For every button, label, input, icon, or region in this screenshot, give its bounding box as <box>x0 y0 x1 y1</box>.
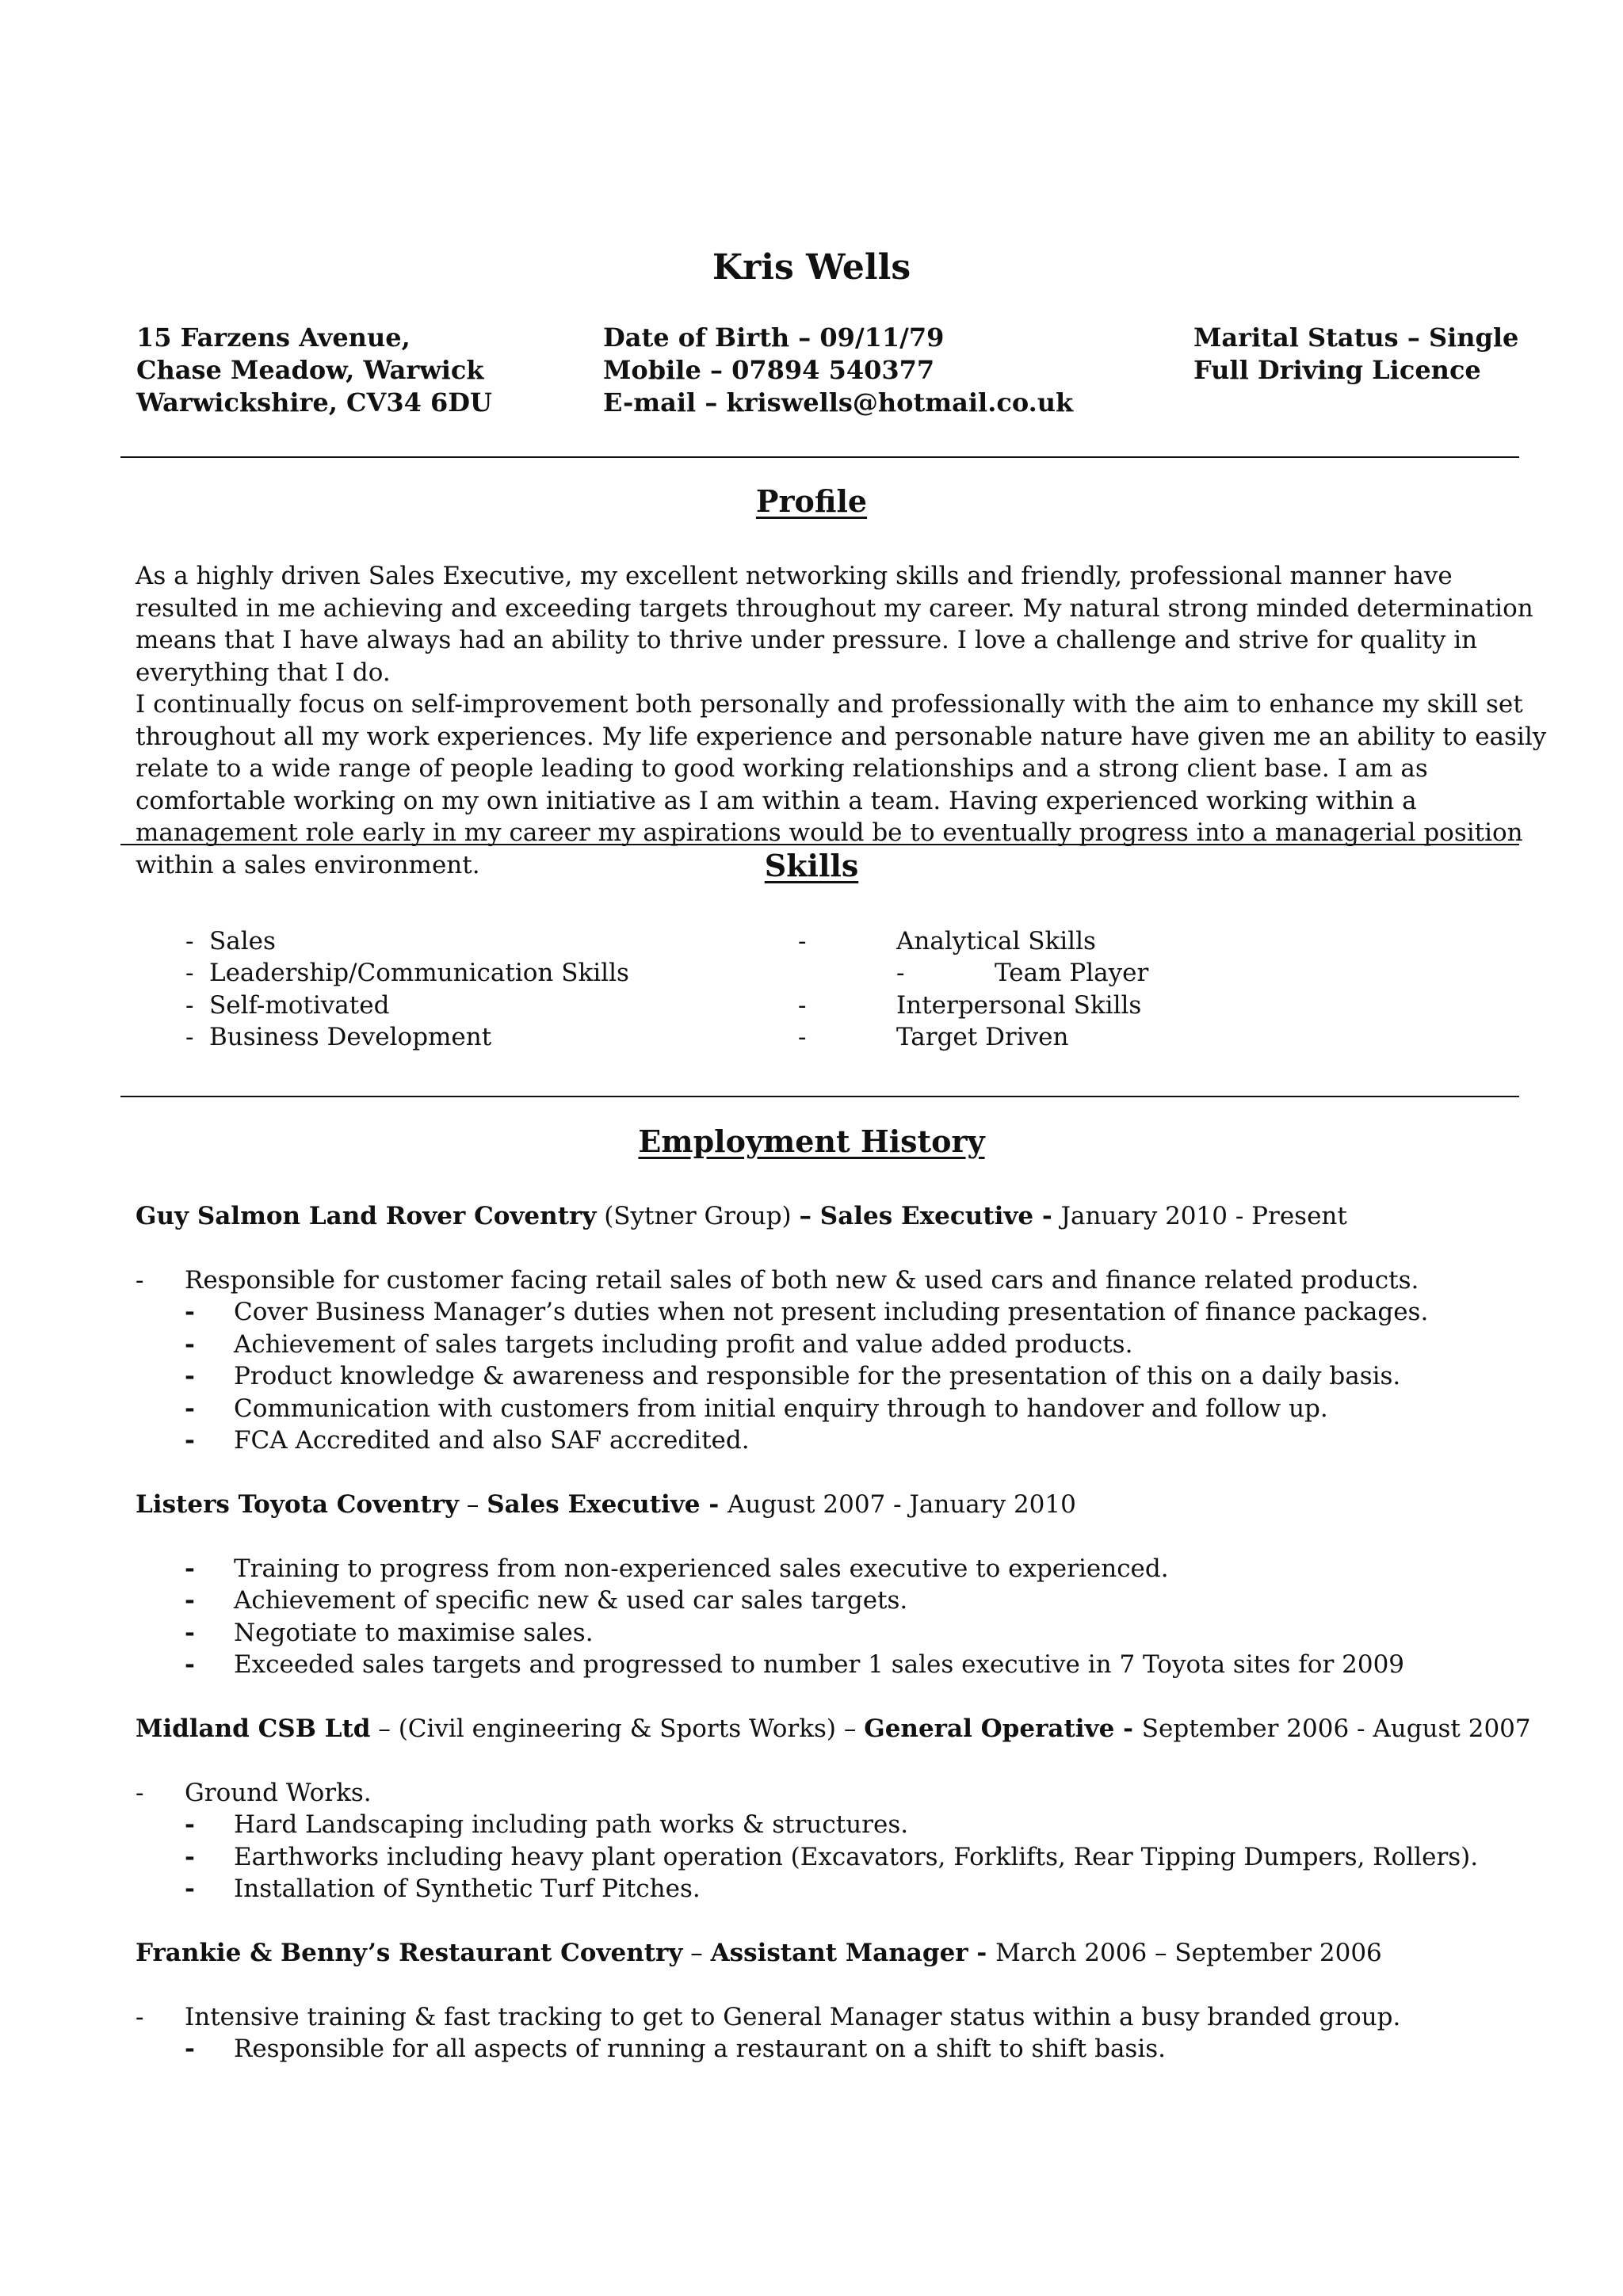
company-note: – <box>459 1490 487 1519</box>
duty-bullet: - <box>185 1586 195 1615</box>
skill-item: Self-motivated <box>209 991 390 1020</box>
profile-text <box>136 560 1562 881</box>
address-line: 15 Farzens Avenue, <box>136 322 411 353</box>
duty-bullet: - <box>136 2003 144 2031</box>
duty-item: Cover Business Manager’s duties when not present including presentation of finance packages. <box>234 1298 1429 1326</box>
duty-item: Earthworks including heavy plant operation (Excavators, Forklifts, Rear Tipping Dumpers, Rollers). <box>234 1843 1479 1871</box>
job-title-line <box>136 1713 1531 1745</box>
marital-status: Marital Status – Single <box>1193 322 1519 353</box>
duty-item: Intensive training & fast tracking to get to General Manager status within a busy branded group. <box>185 2003 1401 2031</box>
duty-bullet: - <box>136 1779 144 1807</box>
duty-bullet: - <box>185 1810 195 1839</box>
candidate-name: Kris Wells <box>712 247 911 288</box>
divider <box>120 456 1519 458</box>
duty-item: Responsible for all aspects of running a restaurant on a shift to shift basis. <box>234 2035 1167 2063</box>
skill-item: Sales <box>209 927 276 955</box>
company-name: Listers Toyota Coventry <box>136 1490 460 1519</box>
job-dates: September 2006 - August 2007 <box>1141 1714 1531 1743</box>
skill-item: Business Development <box>209 1023 492 1051</box>
duty-item: Communication with customers from initial enquiry through to handover and follow up. <box>234 1394 1328 1423</box>
skill-item: Leadership/Communication Skills <box>209 959 629 987</box>
address-line: Warwickshire, CV34 6DU <box>136 387 492 418</box>
duty-bullet: - <box>185 1554 195 1583</box>
skill-bullet: - <box>896 959 905 987</box>
duty-bullet: - <box>185 1362 195 1390</box>
duty-item: Installation of Synthetic Turf Pitches. <box>234 1875 701 1903</box>
company-note: – (Civil engineering & Sports Works) – <box>370 1714 865 1743</box>
skill-bullet: - <box>185 1023 194 1051</box>
status-block <box>1193 322 1518 387</box>
driving-licence: Full Driving Licence <box>1193 355 1481 385</box>
company-note: – <box>682 1939 711 1967</box>
job-role: Assistant Manager - <box>710 1939 996 1967</box>
duty-bullet: - <box>185 1298 195 1326</box>
email-address: E-mail – kriswells@hotmail.co.uk <box>603 387 1074 418</box>
duty-bullet: - <box>185 1330 195 1359</box>
duty-bullet: - <box>185 2035 195 2063</box>
duty-item: Achievement of specific new & used car sales targets. <box>234 1586 908 1615</box>
personal-details-block <box>603 322 1073 419</box>
duty-bullet: - <box>185 1875 195 1903</box>
address-block <box>136 322 492 419</box>
job-title-line <box>136 1937 1382 1970</box>
duty-item: Negotiate to maximise sales. <box>234 1619 594 1647</box>
divider <box>120 844 1519 845</box>
skill-bullet: - <box>185 991 194 1020</box>
duty-item: Responsible for customer facing retail sales of both new & used cars and finance related products. <box>185 1266 1419 1295</box>
skills-heading: Skills <box>764 848 859 883</box>
job-role: Sales Executive - <box>487 1490 727 1519</box>
profile-paragraph: As a highly driven Sales Executive, my excellent networking skills and friendly, professional manner have resulted in me achieving and exceeding targets throughout my career. My natural strong minded determination means that I have always had an ability to thrive under pressure. I love a challenge and strive for quality in everything that I do. <box>136 562 1533 687</box>
address-line: Chase Meadow, Warwick <box>136 355 484 385</box>
mobile-number: Mobile – 07894 540377 <box>603 355 935 385</box>
duty-item: FCA Accredited and also SAF accredited. <box>234 1426 750 1455</box>
skill-bullet: - <box>185 959 194 987</box>
employment-heading: Employment History <box>638 1123 985 1159</box>
duty-bullet: - <box>185 1426 195 1455</box>
skill-bullet: - <box>798 991 807 1020</box>
duty-bullet: - <box>185 1619 195 1647</box>
job-title-line <box>136 1489 1076 1521</box>
skill-bullet: - <box>798 1023 807 1051</box>
job-title-line <box>136 1200 1347 1233</box>
job-dates: August 2007 - January 2010 <box>727 1490 1076 1519</box>
job-role: – Sales Executive - <box>799 1202 1061 1230</box>
duty-bullet: - <box>185 1650 195 1679</box>
duty-bullet: - <box>185 1394 195 1423</box>
duty-item: Hard Landscaping including path works & structures. <box>234 1810 909 1839</box>
skill-item: Target Driven <box>896 1023 1069 1051</box>
skill-item: Interpersonal Skills <box>896 991 1142 1020</box>
company-name: Frankie & Benny’s Restaurant Coventry <box>136 1939 683 1967</box>
duty-item: Product knowledge & awareness and responsible for the presentation of this on a daily basis. <box>234 1362 1401 1390</box>
duty-bullet: - <box>185 1843 195 1871</box>
company-name: Midland CSB Ltd <box>136 1714 371 1743</box>
profile-heading: Profile <box>755 483 868 519</box>
duty-bullet: - <box>136 1266 144 1295</box>
profile-paragraph: I continually focus on self-improvement both personally and professionally with the aim to enhance my skill set throughout all my work experiences. My life experience and personable nature have given me an ability to easily relate to a wide range of people leading to good working relationships and a strong client base. I am as comfortable working on my own initiative as I am within a team. Having experienced working within a management role early in my career my aspirations would be to eventually progress into a managerial position within a sales environment. <box>136 690 1547 879</box>
company-name: Guy Salmon Land Rover Coventry <box>136 1202 597 1230</box>
job-dates: January 2010 - Present <box>1060 1202 1347 1230</box>
skill-item: Analytical Skills <box>896 927 1096 955</box>
duty-item: Exceeded sales targets and progressed to number 1 sales executive in 7 Toyota sites for 2009 <box>234 1650 1405 1679</box>
skill-item: Team Player <box>995 959 1149 987</box>
skill-bullet: - <box>798 927 807 955</box>
skill-bullet: - <box>185 927 194 955</box>
duty-item: Training to progress from non-experienced sales executive to experienced. <box>234 1554 1169 1583</box>
divider <box>120 1096 1519 1097</box>
duty-item: Achievement of sales targets including profit and value added products. <box>234 1330 1133 1359</box>
company-note: (Sytner Group) <box>596 1202 800 1230</box>
duty-item: Ground Works. <box>185 1779 372 1807</box>
job-dates: March 2006 – September 2006 <box>995 1939 1382 1967</box>
job-role: General Operative - <box>864 1714 1142 1743</box>
date-of-birth: Date of Birth – 09/11/79 <box>603 322 945 353</box>
